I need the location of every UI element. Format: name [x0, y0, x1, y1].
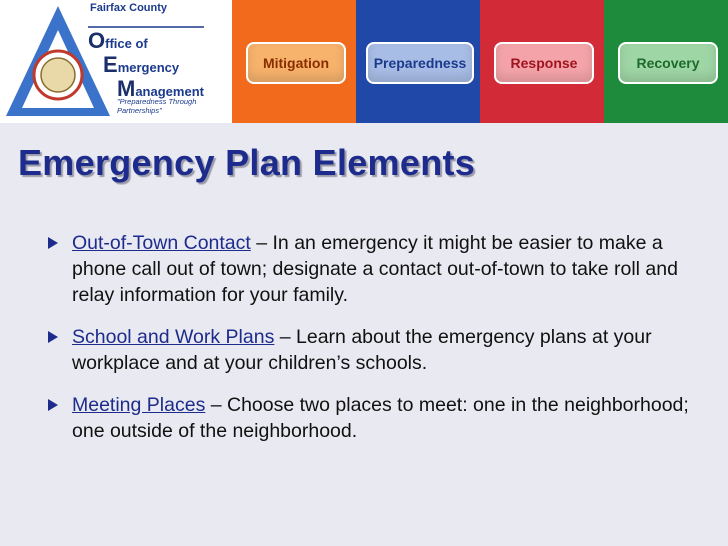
bullet-arrow-icon	[48, 331, 58, 343]
mitigation-button: Mitigation	[246, 42, 346, 84]
phase-panel-mitigation	[232, 0, 356, 123]
list-item	[48, 324, 708, 376]
header-banner	[0, 0, 728, 125]
logo-line-emergency: Emergency	[103, 52, 180, 77]
logo-county-text: Fairfax County	[90, 2, 168, 14]
phase-panel-preparedness	[356, 0, 480, 123]
logo-line-management: Management	[117, 76, 204, 101]
bullet-text: – In an emergency it might be easier to make a phone call out of town; designate a contact out-of-town to take roll and relay information for your family.	[72, 232, 678, 306]
bullet-text: – Learn about the emergency plans at your workplace and at your children’s schools.	[72, 326, 652, 374]
logo-tagline: "Preparedness Through Partnerships"	[117, 97, 197, 115]
logo-line-office: Office of	[88, 28, 148, 53]
list-item	[48, 392, 708, 444]
oem-logo	[0, 0, 232, 123]
list-item	[48, 230, 708, 308]
bullet-heading: Meeting Places	[72, 394, 206, 416]
bullet-list	[48, 230, 708, 460]
phase-panel-recovery	[604, 0, 728, 123]
phase-panel-response	[480, 0, 604, 123]
preparedness-button: Preparedness	[366, 42, 474, 84]
bullet-arrow-icon	[48, 237, 58, 249]
bullet-heading: School and Work Plans	[72, 326, 275, 348]
bullet-text: – Choose two places to meet: one in the neighborhood; one outside of the neighborhood.	[72, 394, 689, 442]
bullet-arrow-icon	[48, 399, 58, 411]
bullet-heading: Out-of-Town Contact	[72, 232, 251, 254]
response-button: Response	[494, 42, 594, 84]
slide-title: Emergency Plan Elements	[18, 142, 476, 183]
recovery-button: Recovery	[618, 42, 718, 84]
